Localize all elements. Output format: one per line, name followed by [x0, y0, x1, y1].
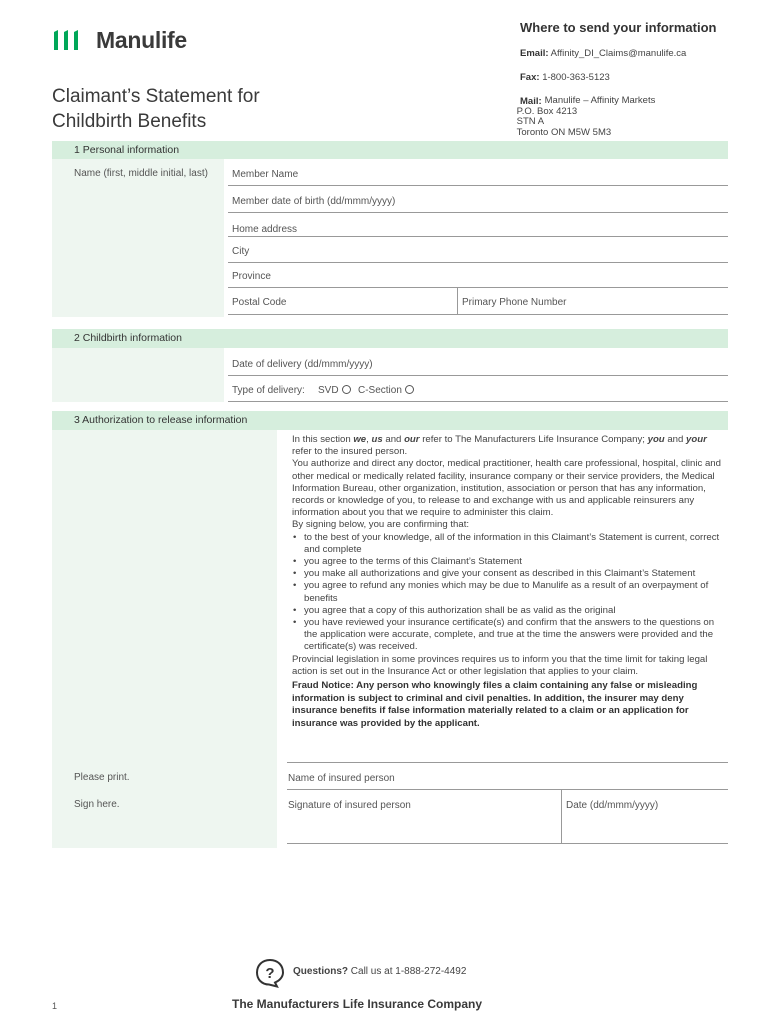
postal-code-field[interactable]: Postal Code — [232, 297, 287, 308]
fax-line — [520, 72, 760, 83]
field-divider — [561, 789, 562, 843]
mail-line — [516, 95, 760, 138]
footer-company: The Manufacturers Life Insurance Company — [232, 997, 483, 1011]
city-field[interactable]: City — [232, 246, 250, 257]
term-our: our — [404, 434, 420, 445]
questions-phone: Call us at 1-888-272-4492 — [350, 966, 467, 977]
section-2-side-panel — [52, 348, 224, 402]
send-heading: Where to send your information — [520, 20, 717, 35]
mail-address-line: Toronto ON M5W 5M3 — [516, 126, 612, 138]
section-1-heading: 1 Personal information — [52, 141, 728, 159]
member-dob-field[interactable]: Member date of birth (dd/mmm/yyyy) — [232, 196, 396, 207]
question-icon — [255, 958, 285, 988]
field-underline — [228, 401, 728, 402]
type-of-delivery-label: Type of delivery: — [232, 385, 305, 396]
list-item: • you agree to refund any monies which may be due to Manulife as a result of an overpayment of benefits — [292, 580, 724, 604]
section-1-side-panel — [52, 159, 224, 317]
intro-text: In this section — [292, 434, 351, 445]
intro-text: and — [385, 434, 402, 445]
field-underline — [287, 762, 728, 763]
please-print-label: Please print. — [74, 772, 130, 783]
intro-paragraph: In this section we, us and our refer to The Manufacturers Life Insurance Company; you and your refer to the insured person. — [292, 434, 707, 458]
svg-text:?: ? — [265, 965, 275, 982]
field-underline — [228, 212, 728, 213]
questions-line — [293, 966, 466, 977]
field-underline — [228, 236, 728, 237]
send-info-block — [516, 20, 760, 138]
fax-label: Fax: — [520, 72, 540, 83]
c-section-label: C-Section — [358, 385, 402, 396]
field-underline — [228, 262, 728, 263]
term-we: we — [353, 434, 367, 445]
email-label: Email: — [520, 48, 549, 59]
list-item: • you have reviewed your insurance certificate(s) and confirm that the answers to the questions on the application were accurate, complete, and true at the time the answers were provided and the certificate(s) was received. — [292, 617, 724, 654]
questions-label: Questions? — [293, 966, 349, 977]
mail-label: Mail: — [520, 96, 542, 107]
field-underline — [228, 287, 728, 288]
manulife-logo-icon — [52, 28, 82, 52]
section-3-heading: 3 Authorization to release information — [52, 411, 728, 430]
list-item: • you agree to the terms of this Claimant’s Statement — [292, 556, 724, 568]
intro-text: refer to The Manufacturers Life Insurance Company; — [422, 434, 645, 445]
field-underline — [228, 375, 728, 376]
name-label: Name (first, middle initial, last) — [74, 168, 208, 179]
c-section-radio[interactable] — [405, 385, 414, 394]
list-item: • to the best of your knowledge, all of the information in this Claimant’s Statement is current, correct and complete — [292, 532, 724, 556]
date-of-delivery-field[interactable]: Date of delivery (dd/mmm/yyyy) — [232, 359, 373, 370]
mail-address-line: P.O. Box 4213 — [516, 105, 578, 117]
list-item: • you agree that a copy of this authorization shall be as valid as the original — [292, 605, 724, 617]
section-3-side-panel — [52, 430, 277, 848]
title-line-1: Claimant’s Statement for — [52, 86, 260, 107]
term-you: you — [647, 434, 665, 445]
field-divider — [457, 288, 458, 314]
page-title — [52, 84, 352, 134]
intro-text: and — [667, 434, 684, 445]
signing-intro: By signing below, you are confirming that: — [292, 519, 470, 531]
signature-field[interactable]: Signature of insured person — [288, 800, 411, 811]
sign-here-label: Sign here. — [74, 799, 120, 810]
field-underline — [228, 185, 728, 186]
page-number: 1 — [52, 1001, 58, 1011]
authorization-text — [292, 434, 724, 730]
province-field[interactable]: Province — [232, 271, 271, 282]
date-field[interactable]: Date (dd/mmm/yyyy) — [566, 800, 659, 811]
name-insured-field[interactable]: Name of insured person — [288, 773, 395, 784]
term-us: us — [371, 434, 383, 445]
fax-value: 1-800-363-5123 — [542, 72, 610, 83]
provincial-paragraph: Provincial legislation in some provinces requires us to inform you that the time limit for taking legal action is set out in the Insurance Act or other legislation that applies to your claim. — [292, 653, 708, 677]
list-item: • you make all authorizations and give your consent as described in this Claimant’s Statement — [292, 568, 724, 580]
confirmation-list — [292, 532, 724, 654]
email-value[interactable]: Affinity_DI_Claims@manulife.ca — [550, 48, 687, 59]
c-section-option[interactable] — [358, 385, 414, 396]
primary-phone-field[interactable]: Primary Phone Number — [462, 297, 567, 308]
section-2-heading: 2 Childbirth information — [52, 329, 728, 348]
field-underline — [287, 843, 728, 844]
email-line — [520, 48, 760, 59]
member-name-field[interactable]: Member Name — [232, 169, 299, 180]
fraud-notice: Fraud Notice: Any person who knowingly files a claim containing any false or misleading information is subject to criminal and civil penalties. In addition, the insurer may deny insurance benefits if false information materially related to a claim or an application for insurance was provided by the applicant. — [292, 680, 698, 729]
mail-address-line: Manulife – Affinity Markets — [544, 95, 656, 106]
home-address-field[interactable]: Home address — [232, 224, 298, 235]
svd-label: SVD — [318, 385, 339, 396]
intro-text: refer to the insured person. — [292, 446, 408, 458]
svd-option[interactable] — [318, 385, 351, 396]
term-your: your — [686, 434, 707, 445]
field-underline — [287, 789, 728, 790]
authorization-paragraph: You authorize and direct any doctor, medical practitioner, health care professional, hospital, clinic and other medical or medically related facility, insurance company or their service providers, the Medical Information Bureau, other organization, institution, association or person that has any information, records or knowledge of you, to release to and exchange with us and applicable reinsurers any information about you that we require to administer this claim. — [292, 458, 721, 519]
svd-radio[interactable] — [342, 385, 351, 394]
logo-text: Manulife — [96, 27, 187, 53]
field-underline — [228, 314, 728, 315]
mail-address-line: STN A — [516, 116, 545, 127]
title-line-2: Childbirth Benefits — [52, 111, 207, 132]
